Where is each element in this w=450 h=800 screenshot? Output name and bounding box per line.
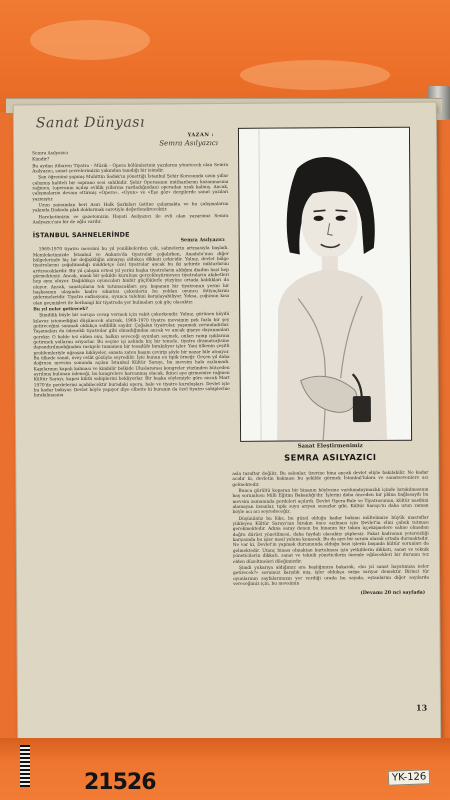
continued-note: (Devamı 20 nci sayfada) bbox=[360, 589, 426, 597]
intro-paragraph: Kimdir? bbox=[32, 157, 50, 163]
magazine-page bbox=[14, 103, 440, 746]
left-column bbox=[32, 114, 230, 400]
intro-paragraph: Semra Asılyazıcı bbox=[32, 151, 69, 157]
background-scuff bbox=[30, 20, 150, 60]
background-scuff bbox=[240, 60, 390, 90]
subheading: Bu yıl neler getirecek? bbox=[33, 306, 88, 313]
intro-paragraph: Bu aydan itibaren Tiyatro - Müzik - Opera bölümlerinin yazılarını yönetecek olan Semra Asılyazıcı, sanat çevrelerimizin yakından tanıdığı bir isimdir. bbox=[32, 162, 229, 175]
archive-number: 21526 bbox=[84, 770, 156, 795]
body-paragraph: Bunca gürültü koparan bir binanın böylesine vurdumduymazlık içinde bırakılmasının baş sorumlusu Milli Eğitim Bakanlığı'dır. İşlerini daha önceden bir plâna bağlasaydı bu mevsim zamanında perdeleri açılırdı. Devlet Opera-Bale ve Tiyatrosunun, kültür nasibini alamayan insanlar, tıpkı suyu arıyan susuzlar gibi, Kültür Sarayı'nı daha uzun zaman böyle acı acı seyredeceğiz. bbox=[232, 487, 429, 516]
intro-paragraph: Uzun zamandan beri Asırı Halk Şarkıları üstüne çalışmakta ve bu çalışmalarını yakında Diskoda plak doldurmak suretiyle değerlendirecektir. bbox=[32, 202, 229, 214]
body-paragraph: asla taraftar değiliz. Bu salonlar, üzerine bina ancak devlet eliyle bakılabilir. Ne kadar acıdır ki, devletin bakması bu şekilde görmek İstanbul'lulara ve sanatsevenlere acı gelmektedir. bbox=[232, 470, 429, 488]
byline-name: Semra Asılyazıcı bbox=[159, 138, 219, 148]
body-paragraph: Şimdilik böyle bir soruya cevap vermek için vakit çokerkendir. Yalnız, görünen köydü kılavuz istemediğini düşünecek olursak, 1969-1970 tiyatro mevsimin pek fazla bir şey getireceğini sanmak oldukça safdillik sayılır. Çoğalan tiyatrolar, yaşamak zorundadırlar. Yaşamaları da ödenekli tiyatrolar gibi olmadığından ancak ve ancak gişeye dayanmaları gerekir. O halde tez elden onu, halkın seveceği oyunları seçmek, onları ramp ışıklarına getirmek yollarını arıyorlar. Bu seçme işi aslında hiç bir temele, tiyatro dramaturjisine dayandırılmadığından rastgele tamamen bir tesadüfe bırakılıyor işler. Yani ülkenin çeşitli problemleriyle uğraşan hikâyeler, sanata zaten başını çevirip şöyle bir nazar bile atmıyor. Bu ülkede sanat, övey evlât gözüyle seyredilir. İşte bunun en tipik örneği: Geçen yıl daha doğrusu mevsim sonunda açılan İstanbul Kültür Sarayı, bu mevsim hala açılamadı. Kapılarının kapalı kalması ve kimbilir belkide Uluslararası kongreler yüzünden bütçeden ayrılmış bulunan ödeneği, bu kongrelere harcanmış olacak, ikinci aya girmemize rağmen Kültür Sarayı, kapısı kilitli sahiplerini bekliyorlar. Bir başka söylemiyle göre ancak Mart 1970'de perdelerini açabilecektir buradaki opera, bale ve tiyatro kuruluşları. Devlet işte bu kadar bakıyor. Devlet böyle yapıyor diye elbette ki buranın da özel tiyatro sahiplerine bırakılmasına bbox=[33, 312, 230, 399]
photo-caption-name: SEMRA ASILYAZICI bbox=[284, 451, 377, 463]
byline-label: YAZAN : bbox=[187, 132, 215, 139]
body-paragraph: Şimdi yukarıya aldığımız ara başlığımıza bakarak, «bu yıl sanat hayatımıza neler getirecek?» sorumuz karşılık mış, işler oldukça sarpa sarıyor demektir. Birinci tür oyunlarının sayfalarımızın yer verdiği orada bu sayıda, eştanlarını diğer sayılarda vereceğimiz için, bu mevsimin bbox=[233, 564, 430, 587]
archive-code-label: YK-126 bbox=[388, 769, 431, 785]
intro-block bbox=[32, 150, 229, 226]
scan-ruler bbox=[20, 745, 30, 787]
right-column bbox=[232, 471, 429, 598]
body-paragraph: 1969-1970 tiyatro mevsimi bu yıl yenilikelerden çok, sahnelerin artmasıyla başladı. Memleketimizde İstanbul ve Ankara'da tiyatrolar çoğalırken, Anadolu'nun diğer bölgelerinde hiç bir değişikliğin olmayışı oldukça dikkati çekicidir. Yalnız, devlet bölge tiyatrolarını çoğaltmadığı müddetçe özel tiyatrolar ancak bu iki şehirde miktarlarını arttıracaklardır. Bir yıl çalışan ertesi yıl yerini başka tiyatroların aldığını diadim hazi hep görmekteyiz. Ancak, maalı bir şekilde kuruluşu gerçekleştirmeyen tiyatroların akıbetleri hep aynı oluyor. Dağıldıkça oyuncuları binbir güçlüklerle yüzyüze ortada kaldıkları da oluyor. Ancak, sanatçıların tek tutunacakları şey, kapanan bir tiyatronun yerini bir başkasının ulaşında kadro sıkıntısı çekenlerin bu yoldan oyuncu ihtiyaçlarını gidermeleridir. Tiyatro enflasyonu, oyuncu talebini karşılayabiliyor. Yoksa, çoğunun kısa olan geçmişleri ile herhangi bir tiyatroda yer bulmaları çok güç olacaktır. bbox=[32, 246, 230, 306]
section-title: Sanat Dünyası bbox=[35, 114, 146, 132]
background-bottom bbox=[0, 738, 450, 800]
portrait-photo bbox=[238, 127, 412, 442]
article-author: Semra Asılyazıcı bbox=[180, 236, 225, 244]
portrait-illustration bbox=[239, 128, 411, 441]
intro-paragraph: Şan öğrenimi yapmış Muhittin Sadak'ın yönettiği İstanbul Şehir Korosunda uzun yıllar çalışmış kaliteli bir soprano sesi sahibidir. Şehir Operasının imtihanlarını kazanmasına rağmen, (operanın açılışı evlilik yıllarına rastladığından) operadan uzak kalmış. Ancak, çalışmalarını devam ettirmiş «Opera», «Oyun» ve «Eşe göz» dergilerde sanat yazıları yazmıştır. bbox=[32, 174, 229, 203]
page-number: 13 bbox=[415, 702, 428, 713]
photo-caption-role: Sanat Eleştirmenimiz bbox=[297, 443, 363, 450]
article-heading: İSTANBUL SAHNELERİNDE bbox=[32, 230, 130, 239]
body-paragraph: Düşününüz bu lüks, bu güzel olduğu kadar bakımı mültelimize büyük masraflar yükleyen Kültür Sarayı'nın birakın önce açılması için Devlet'in elini çabuk tutması gerekmektedir. Adına saray denen bu binanın bir takım iççekişmelere sahne olmadan doğru dürüst yönetilmesi, daha faydalı olacaktır şüphesiz. Fakat kadronun yetersizliği karşısında bu işler nasıl yoluna konacak. Bu da ayrı bir sorum olarak ortada durmaktadır. Ne var ki, Devlet'in yapmak durumunda olduğu bazı işlerin başında kültür sorunları da gelmektedir. Utanç binası olmaktan kurtulması için yetkililerin dikkati, sanat ve teknik yöneticilerin dikkati, sanat ve teknik yöneticilerin önemle eğilecekleri bir durumu tez elden düzeltmeleri dileğimizdir. bbox=[232, 515, 429, 565]
intro-paragraph: Hareketimizin ve gazetemizin Hayati Asılyazıcı ile evli olan yazarımız Semra Asılyazıcı'nın bir de oğlu vardır. bbox=[32, 213, 229, 226]
